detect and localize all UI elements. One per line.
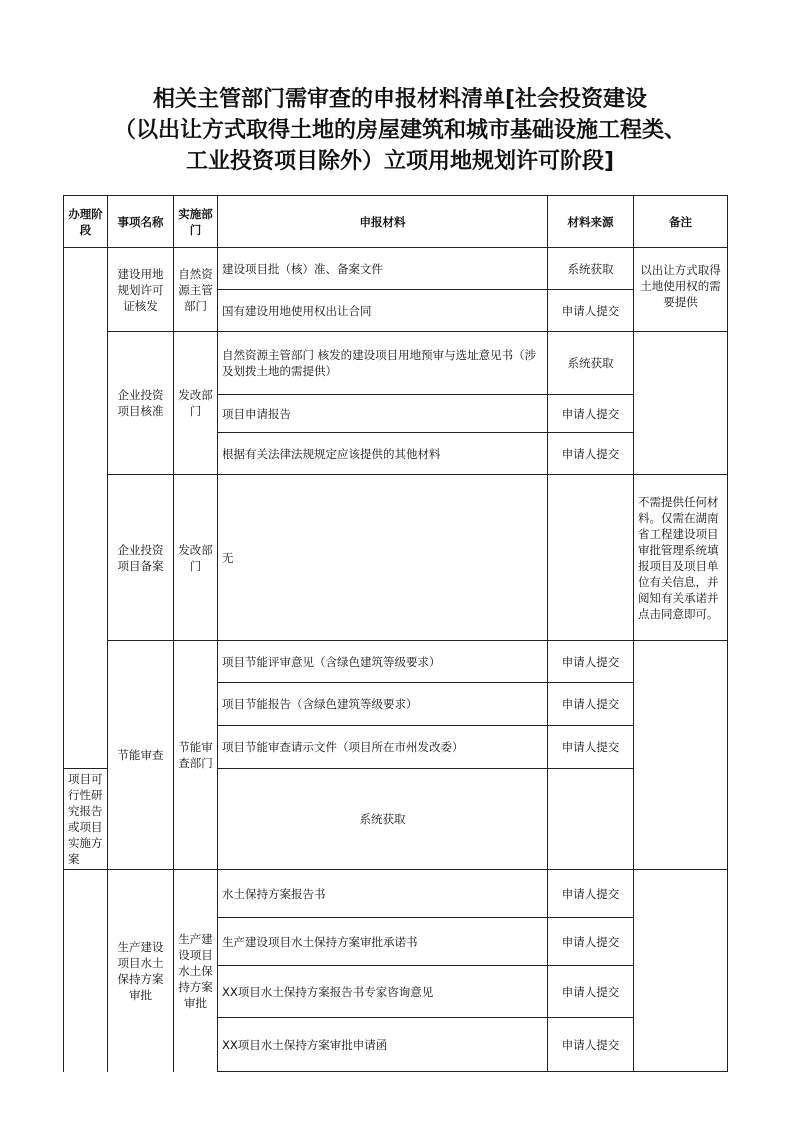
item-name: 企业投资项目核准	[108, 332, 174, 475]
remark-cell: 以出让方式取得土地使用权的需要提供	[634, 248, 728, 332]
materials-table	[63, 195, 728, 1072]
material-cell: 项目节能审查请示文件（项目所在市州发改委）	[218, 726, 548, 769]
source-cell: 申请人提交	[548, 870, 634, 918]
header-remark: 备注	[634, 196, 728, 248]
source-cell: 系统获取	[218, 769, 548, 870]
dept-name: 发改部门	[174, 332, 218, 475]
material-cell: 水土保持方案报告书	[218, 870, 548, 918]
remark-cell: 不需提供任何材料。仅需在湖南省工程建设项目审批管理系统填报项目及项目单位有关信息，并阅知有关承诺并点击同意即可。	[634, 475, 728, 641]
table-row	[64, 870, 728, 918]
remark-cell	[634, 641, 728, 870]
material-cell: 项目可行性研究报告或项目实施方案	[64, 769, 108, 870]
source-cell: 申请人提交	[548, 726, 634, 769]
source-cell: 申请人提交	[548, 433, 634, 475]
source-cell: 申请人提交	[548, 918, 634, 966]
item-name: 生产建设项目水土保持方案审批	[108, 870, 174, 1072]
remark-cell	[634, 870, 728, 1072]
header-row	[64, 196, 728, 248]
table-row	[64, 475, 728, 641]
material-cell: 国有建设用地使用权出让合同	[218, 290, 548, 332]
table-row	[64, 332, 728, 395]
table-row	[64, 248, 728, 290]
material-cell: 项目节能评审意见（含绿色建筑等级要求）	[218, 641, 548, 683]
header-material: 申报材料	[218, 196, 548, 248]
dept-name: 发改部门	[174, 475, 218, 641]
source-cell: 申请人提交	[548, 683, 634, 726]
source-cell: 申请人提交	[548, 641, 634, 683]
source-cell	[548, 475, 634, 641]
source-cell: 申请人提交	[548, 395, 634, 433]
material-cell: 项目申请报告	[218, 395, 548, 433]
material-cell: 无	[218, 475, 548, 641]
dept-name: 节能审查部门	[174, 641, 218, 870]
remark-cell	[634, 332, 728, 475]
source-cell: 申请人提交	[548, 290, 634, 332]
source-cell: 申请人提交	[548, 1018, 634, 1072]
item-name: 建设用地规划许可证核发	[108, 248, 174, 332]
material-cell: 项目节能报告（含绿色建筑等级要求）	[218, 683, 548, 726]
title-line-2: （以出让方式取得土地的房屋建筑和城市基础设施工程类、	[113, 118, 686, 143]
item-name: 企业投资项目备案	[108, 475, 174, 641]
item-name: 节能审查	[108, 641, 174, 870]
dept-name: 自然资源主管部门	[174, 248, 218, 332]
title-line-1: 相关主管部门需审查的申报材料清单[社会投资建设	[152, 87, 648, 112]
header-source: 材料来源	[548, 196, 634, 248]
source-cell: 系统获取	[548, 248, 634, 290]
title-line-3: 工业投资项目除外）立项用地规划许可阶段]	[185, 149, 615, 174]
material-cell: 自然资源主管部门 核发的建设项目用地预审与选址意见书（涉及划拨土地的需提供）	[218, 332, 548, 395]
material-cell: 根据有关法律法规规定应该提供的其他材料	[218, 433, 548, 475]
table-row	[64, 641, 728, 683]
document-title	[60, 84, 740, 177]
stage-cell-2	[64, 870, 108, 1072]
header-item: 事项名称	[108, 196, 174, 248]
header-stage: 办理阶段	[64, 196, 108, 248]
material-cell: XX项目水土保持方案审批申请函	[218, 1018, 548, 1072]
source-cell: 系统获取	[548, 332, 634, 395]
dept-name: 生产建设项目水土保持方案审批	[174, 870, 218, 1072]
source-cell: 申请人提交	[548, 966, 634, 1018]
material-cell: 生产建设项目水土保持方案审批承诺书	[218, 918, 548, 966]
material-cell: XX项目水土保持方案报告书专家咨询意见	[218, 966, 548, 1018]
header-dept: 实施部门	[174, 196, 218, 248]
stage-cell-1	[64, 248, 108, 769]
material-cell: 建设项目批（核）准、备案文件	[218, 248, 548, 290]
